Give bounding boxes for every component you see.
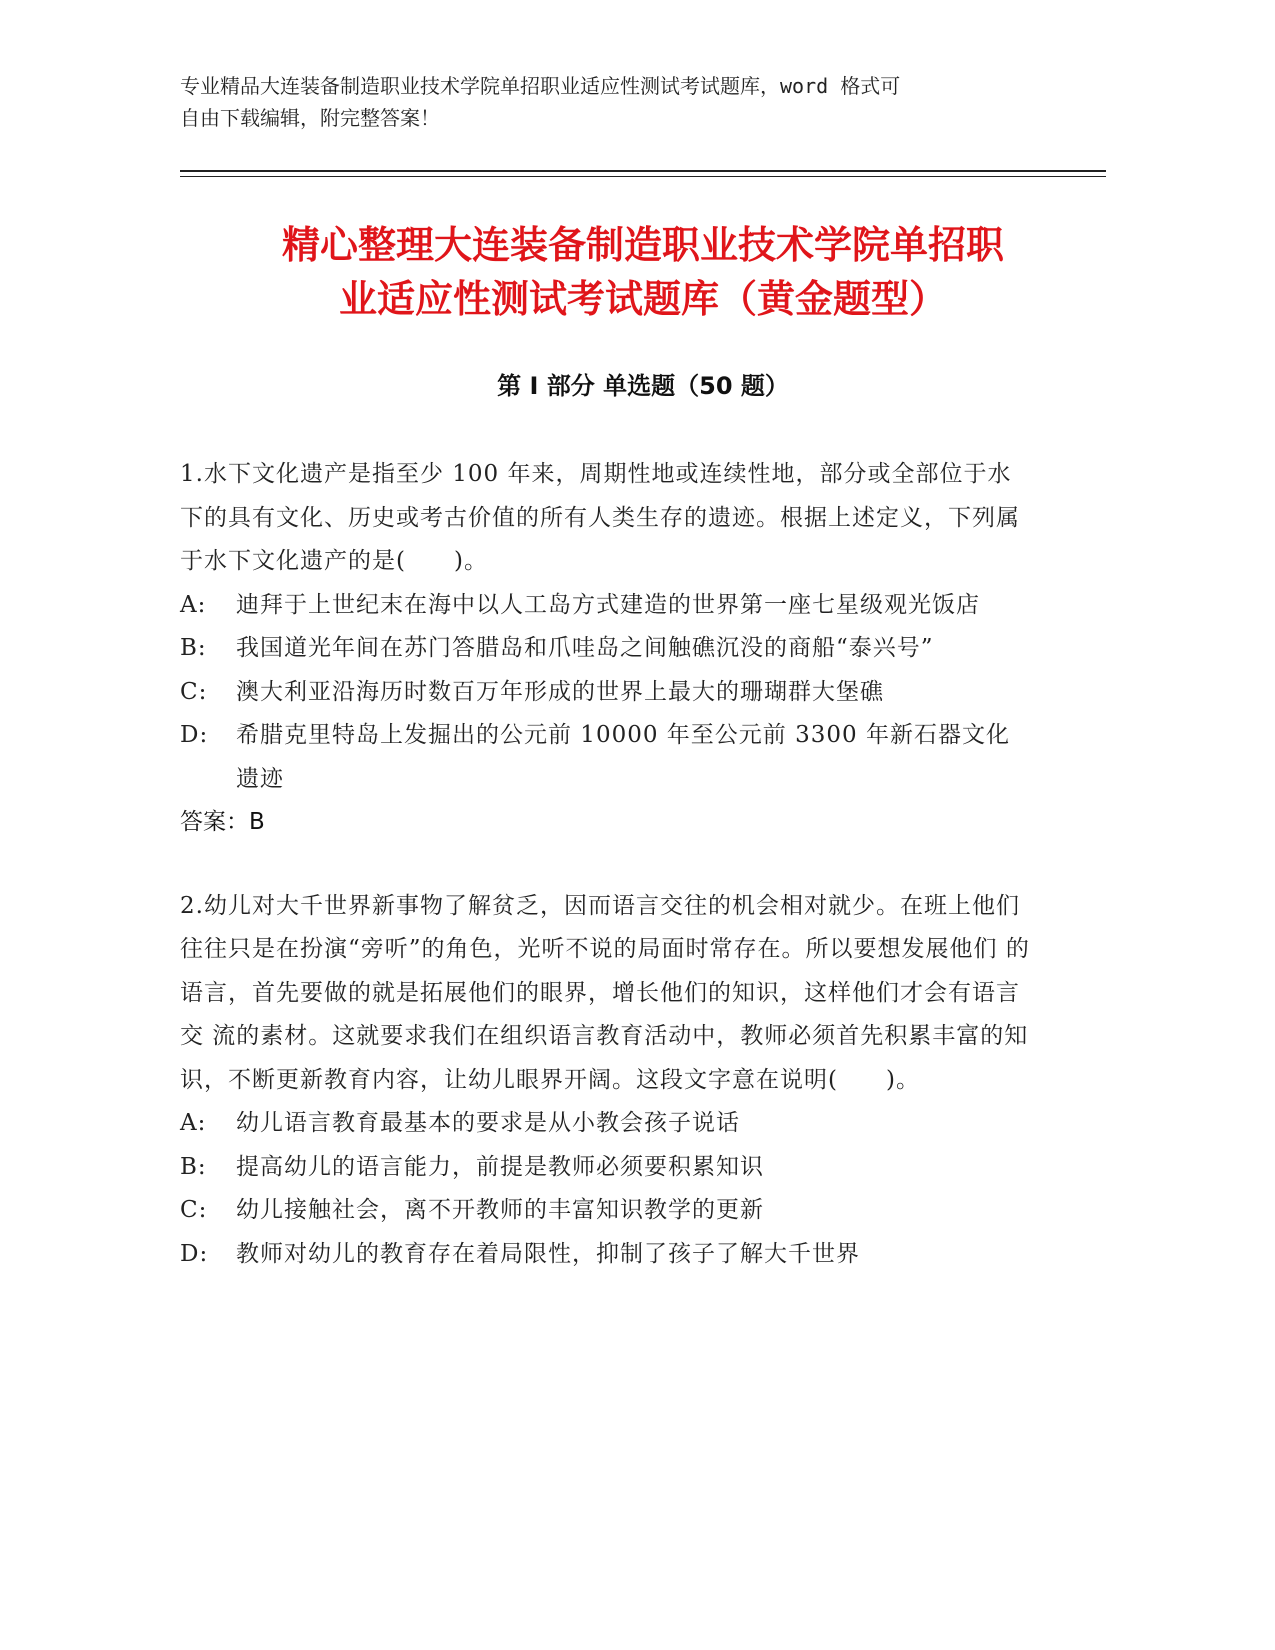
option-key: B: — [180, 1153, 207, 1180]
header-note — [180, 70, 1060, 134]
option-key: C: — [180, 678, 208, 705]
question-list — [180, 453, 1030, 1316]
option-text: 迪拜于上世纪末在海中以人工岛方式建造的世界第一座七星级观光饭店 — [236, 591, 980, 618]
header-divider-thin — [180, 176, 1106, 177]
option-text: 教师对幼儿的教育存在着局限性，抑制了孩子了解大千世界 — [236, 1240, 860, 1267]
option-text: 幼儿接触社会，离不开教师的丰富知识教学的更新 — [236, 1197, 764, 1223]
option-d — [180, 1233, 1030, 1277]
header-note-line2: 自由下载编辑，附完整答案！ — [180, 106, 440, 130]
option-c — [180, 671, 1030, 715]
option-a — [180, 1102, 1030, 1146]
option-text: 我国道光年间在苏门答腊岛和爪哇岛之间触礁沉没的商船“泰兴号” — [236, 635, 934, 661]
answer-label: 答案：B — [180, 809, 265, 835]
option-text: 幼儿语言教育最基本的要求是从小教会孩子说话 — [236, 1110, 740, 1136]
option-c — [180, 1189, 1030, 1233]
header-divider-thick — [180, 170, 1106, 172]
option-key: A: — [180, 1110, 207, 1136]
header-note-line1: 专业精品大连装备制造职业技术学院单招职业适应性测试考试题库，word 格式可 — [180, 74, 901, 98]
option-key: D: — [180, 722, 209, 748]
option-text: 澳大利亚沿海历时数百万年形成的世界上最大的珊瑚群大堡礁 — [236, 678, 884, 705]
question-stem: 2.幼儿对大千世界新事物了解贫乏，因而语言交往的机会相对就少。在班上他们往往只是在扮演“旁听”的角色，光听不说的局面时常存在。所以要想发展他们 的语言，首先要做的就是拓展他们的眼界，增长他们的知识，这样他们才会有语言交 流的素材。这就要求我们在组织语言教育活动中，教师必须首先积累丰富的知识，不断更新教育内容，让幼儿眼界开阔。这段文字意在说明( )。 — [180, 892, 1030, 1093]
document-title-line2: 业适应性测试考试题库（黄金题型） — [338, 277, 947, 321]
option-b — [180, 1146, 1030, 1190]
option-key: C: — [180, 1197, 208, 1223]
option-text: 提高幼儿的语言能力，前提是教师必须要积累知识 — [236, 1153, 764, 1180]
question-1 — [180, 453, 1030, 845]
question-2 — [180, 885, 1030, 1277]
option-key: A: — [180, 591, 207, 618]
section-title: 第 I 部分 单选题（50 题） — [497, 372, 789, 400]
option-a — [180, 584, 1030, 628]
option-b — [180, 627, 1030, 671]
option-text: 希腊克里特岛上发掘出的公元前 10000 年至公元前 3300 年新石器文化遗迹 — [236, 722, 1010, 792]
document-title-line1: 精心整理大连装备制造职业技术学院单招职 — [281, 223, 1004, 267]
document-title — [180, 218, 1106, 326]
option-d — [180, 714, 1030, 801]
option-key: B: — [180, 635, 207, 661]
question-stem: 1.水下文化遗产是指至少 100 年来，周期性地或连续性地，部分或全部位于水 下的具有文化、历史或考古价值的所有人类生存的遗迹。根据上述定义，下列属于水下文化遗产的是( )。 — [180, 461, 1020, 574]
option-key: D: — [180, 1240, 209, 1267]
